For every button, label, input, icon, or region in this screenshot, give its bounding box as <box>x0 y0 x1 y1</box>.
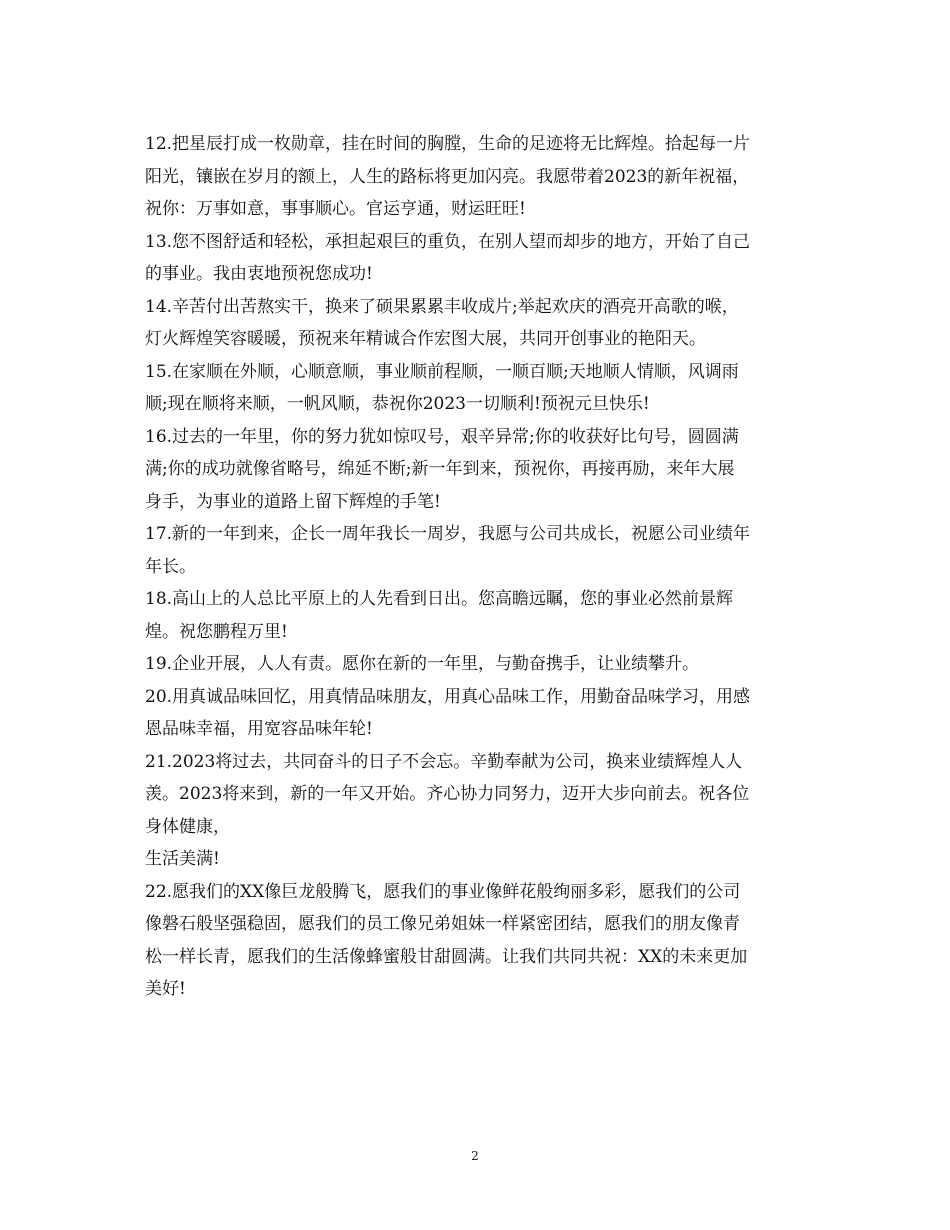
text-line: 12.把星辰打成一枚勋章，挂在时间的胸膛，生命的足迹将无比辉煌。拾起每一片 <box>145 134 751 154</box>
text-line: 的事业。我由衷地预祝您成功! <box>145 264 373 284</box>
text-line: 生活美满! <box>145 849 220 869</box>
text-line: 羡。2023将来到，新的一年又开始。齐心协力同努力，迈开大步向前去。祝各位 <box>145 784 750 804</box>
text-line: 满;你的成功就像省略号，绵延不断;新一年到来，预祝你，再接再励，来年大展 <box>145 459 735 479</box>
text-line: 19.企业开展，人人有责。愿你在新的一年里，与勤奋携手，让业绩攀升。 <box>145 654 700 674</box>
text-line: 美好! <box>145 979 186 999</box>
text-line: 阳光，镶嵌在岁月的额上，人生的路标将更加闪亮。我愿带着2023的新年祝福， <box>145 166 750 187</box>
text-line: 煌。祝您鹏程万里! <box>145 621 288 642</box>
text-line: 恩品味幸福，用宽容品味年轮! <box>145 719 373 739</box>
document-body <box>145 128 810 1006</box>
text-line: 15.在家顺在外顺，心顺意顺，事业顺前程顺，一顺百顺;天地顺人情顺，风调雨 <box>145 361 739 382</box>
text-line: 灯火辉煌笑容暖暖，预祝来年精诚合作宏图大展，共同开创事业的艳阳天。 <box>145 329 706 349</box>
text-line: 18.高山上的人总比平原上的人先看到日出。您高瞻远瞩，您的事业必然前景辉 <box>145 589 734 609</box>
text-line: 13.您不图舒适和轻松，承担起艰巨的重负，在别人望而却步的地方，开始了自己 <box>145 231 751 252</box>
text-line: 祝你：万事如意，事事顺心。官运亨通，财运旺旺! <box>145 199 526 219</box>
text-line: 16.过去的一年里，你的努力犹如惊叹号，艰辛异常;你的收获好比句号，圆圆满 <box>145 426 739 447</box>
text-line: 像磐石般坚强稳固，愿我们的员工像兄弟姐妹一样紧密团结，愿我们的朋友像青 <box>145 914 740 934</box>
text-line: 身体健康， <box>145 816 230 837</box>
text-line: 20.用真诚品味回忆，用真情品味朋友，用真心品味工作，用勤奋品味学习，用感 <box>145 686 751 707</box>
text-line: 22.愿我们的XX像巨龙般腾飞，愿我们的事业像鲜花般绚丽多彩，愿我们的公司 <box>145 881 741 902</box>
text-line: 17.新的一年到来，企长一周年我长一周岁，我愿与公司共成长，祝愿公司业绩年 <box>145 524 751 544</box>
text-line: 身手，为事业的道路上留下辉煌的手笔! <box>145 491 441 512</box>
text-line: 21.2023将过去，共同奋斗的日子不会忘。辛勤奉献为公司，换来业绩辉煌人人 <box>145 751 743 772</box>
text-line: 松一样长青，愿我们的生活像蜂蜜般甘甜圆满。让我们共同共祝：XX的未来更加 <box>145 946 748 967</box>
page-number: 2 <box>471 1149 479 1163</box>
text-line: 顺;现在顺将来顺，一帆风顺，恭祝你2023一切顺利!预祝元旦快乐! <box>145 394 650 414</box>
text-line: 14.辛苦付出苦熬实干，换来了硕果累累丰收成片;举起欢庆的酒亮开高歌的喉， <box>145 296 739 317</box>
text-line: 年长。 <box>145 556 196 577</box>
